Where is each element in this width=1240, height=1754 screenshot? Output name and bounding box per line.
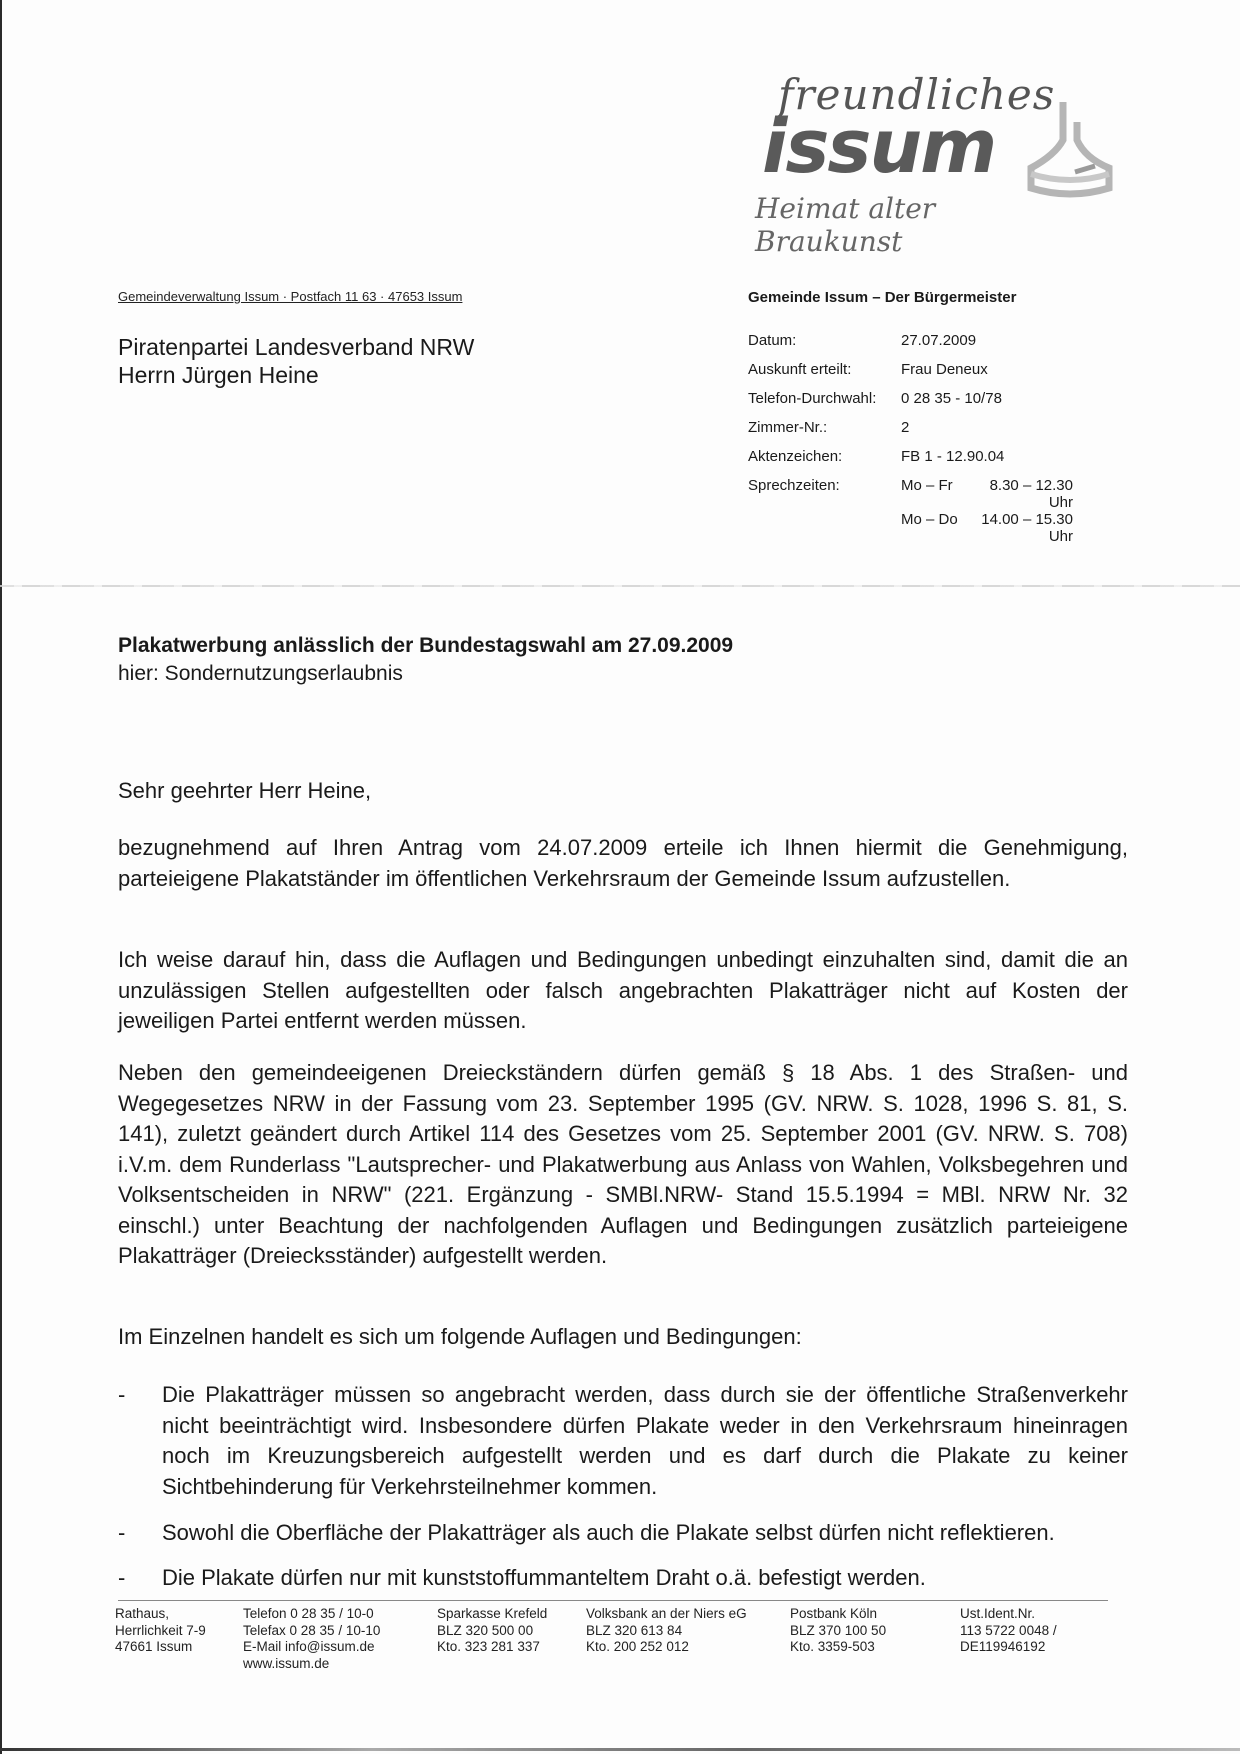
info-value: FB 1 - 12.90.04 (901, 448, 1005, 465)
info-row-room (748, 419, 1073, 448)
footer-line: BLZ 370 100 50 (790, 1622, 887, 1638)
logo-tagline: Heimat alter Braukunst (755, 192, 936, 258)
paper-fold-line (0, 585, 1240, 587)
salutation: Sehr geehrter Herr Heine, (118, 778, 372, 803)
footer-bank-sparkasse (437, 1606, 547, 1656)
hours-days: Mo – Do (901, 511, 958, 528)
footer-email: E-Mail info@issum.de (243, 1639, 375, 1654)
body-paragraph: bezugnehmend auf Ihren Antrag vom 24.07.2009 erteile ich Ihnen hiermit die Genehmigung, parteieigene Plakatständer im öffentlichen Verkehrsraum der Gemeinde Issum aufzustellen. (118, 835, 1128, 891)
condition-item (118, 1563, 1128, 1594)
hours-days: Mo – Fr (901, 477, 953, 494)
info-value: Frau Deneux (901, 361, 988, 378)
info-row-date (748, 332, 1073, 361)
brew-kettle-icon (1025, 100, 1115, 200)
hours-time: 14.00 – 15.30 Uhr (981, 511, 1073, 545)
footer-line: BLZ 320 500 00 (437, 1622, 534, 1638)
body-paragraph: Ich weise darauf hin, dass die Auflagen und Bedingungen unbedingt einzuhalten sind, damit die an unzulässigen Stellen aufgestellten oder falsch angebrachten Plakatträger nicht auf Kosten der jeweiligen Partei entfernt werden müssen. (118, 947, 1128, 1033)
condition-text: Die Plakate dürfen nur mit kunststoffummanteltem Draht o.ä. befestigt werden. (162, 1564, 926, 1590)
letter-subject: Plakatwerbung anlässlich der Bundestagswahl am 27.09.2009 (118, 634, 734, 657)
sender-return-address: Gemeindeverwaltung Issum · Postfach 11 63 · 47653 Issum (118, 289, 463, 304)
recipient-address (118, 333, 474, 389)
condition-text: Sowohl die Oberfläche der Plakatträger als auch die Plakate selbst dürfen nicht reflektieren. (162, 1520, 1055, 1545)
footer-address (115, 1606, 206, 1656)
footer-line: Ust.Ident.Nr. (960, 1606, 1036, 1621)
info-label: Datum: (748, 332, 797, 349)
footer-line: Volksbank an der Niers eG (586, 1606, 747, 1621)
hours-time: 8.30 – 12.30 Uhr (989, 477, 1073, 511)
footer-fax: Telefax 0 28 35 / 10-10 (243, 1622, 381, 1638)
footer-line: Sparkasse Krefeld (437, 1606, 548, 1621)
info-label: Telefon-Durchwahl: (748, 390, 877, 407)
body-paragraph: Neben den gemeindeeigenen Dreieckständern dürfen gemäß § 18 Abs. 1 des Straßen- und Wegegesetzes NRW in der Fassung vom 23. September 1995 (GV. NRW. S. 1028, 1996 S. 81, S. 141), zuletzt geändert durch Artikel 114 des Gesetzes vom 25. September 2001 (GV. NRW. S. 708) i.V.m. dem Runderlass "Lautsprecher- und Plakatwerbung aus Anlass von Wahlen, Volksbegehren und Volksentscheiden in NRW" (221. Ergänzung - SMBl.NRW- Stand 15.5.1994 = MBl. NRW Nr. 32 einschl.) unter Beachtung der nachfolgenden Auflagen und Bedingungen zusätzlich parteieigene Plakatträger (Dreiecksständer) aufgestellt werden. (118, 1060, 1128, 1268)
reference-info-table (748, 332, 1073, 545)
recipient-organization: Piratenpartei Landesverband NRW (118, 334, 475, 360)
footer-contact (243, 1606, 380, 1672)
footer-bank-volksbank (586, 1606, 747, 1656)
info-label: Sprechzeiten: (748, 477, 840, 494)
info-label: Auskunft erteilt: (748, 361, 852, 378)
info-row-contact (748, 361, 1073, 390)
list-dash: - (118, 1520, 126, 1545)
footer-bank-postbank (790, 1606, 886, 1656)
info-row-office-hours (748, 477, 1073, 545)
footer-line: Kto. 3359-503 (790, 1639, 875, 1654)
condition-text: Die Plakatträger müssen so angebracht werden, dass durch sie der öffentliche Straßenverkehr nicht beeinträchtigt wird. Insbesondere dürfen Plakate weder in den Verkehrsraum hineinragen noch im Kreuzungsbereich aufgestellt werden und es darf durch die Plakate zu keiner Sichtbehinderung für Verkehrsteilnehmer kommen. (162, 1382, 1128, 1499)
condition-item (118, 1380, 1128, 1502)
footer-line: Rathaus, (115, 1606, 170, 1621)
recipient-name: Herrn Jürgen Heine (118, 362, 319, 388)
issuer-heading: Gemeinde Issum – Der Bürgermeister (748, 289, 1017, 306)
issum-logo (730, 70, 1090, 258)
footer-line: Postbank Köln (790, 1606, 878, 1621)
list-dash: - (118, 1382, 126, 1407)
footer-divider (118, 1600, 1108, 1601)
info-row-file-ref (748, 448, 1073, 477)
body-paragraph: Im Einzelnen handelt es sich um folgende Auflagen und Bedingungen: (118, 1324, 802, 1349)
footer-website: www.issum.de (243, 1655, 330, 1671)
scan-edge-bottom (0, 1748, 1240, 1751)
office-hours (901, 477, 1073, 545)
footer-line: Herrlichkeit 7-9 (115, 1622, 206, 1638)
letter-subject-sub: hier: Sondernutzungserlaubnis (118, 662, 403, 685)
logo-main-text: issum (762, 104, 996, 190)
footer-line: Kto. 323 281 337 (437, 1639, 540, 1654)
info-value: 0 28 35 - 10/78 (901, 390, 1002, 407)
footer-line: 113 5722 0048 / (960, 1622, 1057, 1638)
footer-phone: Telefon 0 28 35 / 10-0 (243, 1606, 374, 1621)
footer-vat-id (960, 1606, 1057, 1656)
info-label: Aktenzeichen: (748, 448, 843, 465)
list-dash: - (118, 1564, 126, 1590)
footer-line: Kto. 200 252 012 (586, 1639, 689, 1654)
footer-line: DE119946192 (960, 1639, 1046, 1654)
footer-line: BLZ 320 613 84 (586, 1622, 683, 1638)
condition-item (118, 1518, 1128, 1549)
info-row-phone (748, 390, 1073, 419)
info-value: 2 (901, 419, 910, 436)
scan-edge-left (0, 0, 2, 1754)
info-value: 27.07.2009 (901, 332, 977, 349)
info-label: Zimmer-Nr.: (748, 419, 828, 436)
conditions-list (118, 1380, 1128, 1609)
footer-line: 47661 Issum (115, 1639, 193, 1654)
logo-script-text: freundliches (778, 70, 1056, 119)
